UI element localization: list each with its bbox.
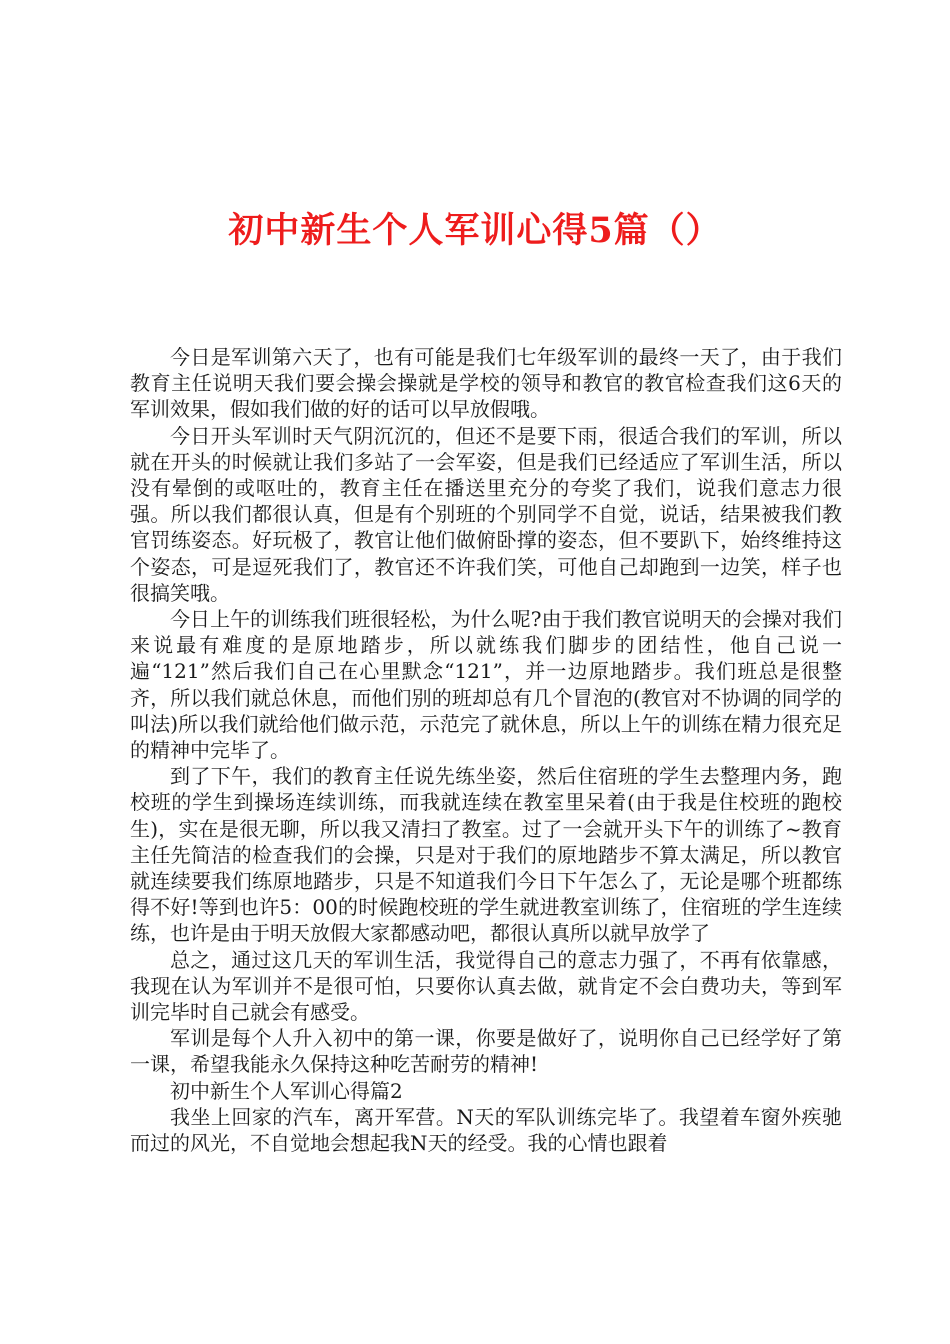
body-paragraph: 今日开头军训时天气阴沉沉的，但还不是要下雨，很适合我们的军训，所以就在开头的时候就让我们多站了一会军姿，但是我们已经适应了军训生活，所以没有晕倒的或呕吐的，教育主任在播送里充分的夸奖了我们，说我们意志力很强。所以我们都很认真，但是有个别班的个别同学不自觉，说话，结果被我们教官罚练姿态。好玩极了，教官让他们做俯卧撑的姿态，但不要趴下，始终维持这个姿态，可是逗死我们了，教官还不许我们笑，可他自己却跑到一边笑，样子也很搞笑哦。 [130, 423, 842, 605]
body-paragraph: 总之，通过这几天的军训生活，我觉得自己的意志力强了，不再有依靠感，我现在认为军训并不是很可怕，只要你认真去做，就肯定不会白费功夫，等到军训完毕时自己就会有感受。 [130, 947, 842, 1025]
document-title: 初中新生个人军训心得5篇（） [228, 210, 722, 251]
body-paragraph: 到了下午，我们的教育主任说先练坐姿，然后住宿班的学生去整理内务，跑校班的学生到操场连续训练，而我就连续在教室里呆着(由于我是住校班的跑校生)，实在是很无聊，所以我又清扫了教室。过了一会就开头下午的训练了~教育主任先简洁的检查我们的会操，只是对于我们的原地踏步不算太满足，所以教官就连续要我们练原地踏步，只是不知道我们今日下午怎么了，无论是哪个班都练得不好!等到也许5：00的时候跑校班的学生就进教室训练了，住宿班的学生连续练，也许是由于明天放假大家都感动吧，都很认真所以就早放学了 [130, 764, 842, 946]
body-paragraph: 我坐上回家的汽车，离开军营。N天的军队训练完毕了。我望着车窗外疾驰而过的风光，不自觉地会想起我N天的经受。我的心情也跟着 [130, 1104, 842, 1156]
body-paragraph: 军训是每个人升入初中的第一课，你要是做好了，说明你自己已经学好了第一课，希望我能永久保持这种吃苦耐劳的精神! [130, 1026, 842, 1077]
section-heading: 初中新生个人军训心得篇2 [170, 1078, 403, 1103]
body-paragraph: 今日是军训第六天了，也有可能是我们七年级军训的最终一天了，由于我们教育主任说明天我们要会操会操就是学校的领导和教官的教官检查我们这6天的军训效果，假如我们做的好的话可以早放假哦。 [130, 345, 842, 422]
body-paragraph: 今日上午的训练我们班很轻松，为什么呢?由于我们教官说明天的会操对我们来说最有难度的是原地踏步，所以就练我们脚步的团结性，他自己说一遍“121”然后我们自己在心里默念“121”，并一边原地踏步。我们班总是很整齐，所以我们就总休息，而他们别的班却总有几个冒泡的(教官对不协调的同学的叫法)所以我们就给他们做示范，示范完了就休息，所以上午的训练在精力很充足的精神中完毕了。 [130, 607, 842, 763]
document-body [130, 344, 842, 1156]
